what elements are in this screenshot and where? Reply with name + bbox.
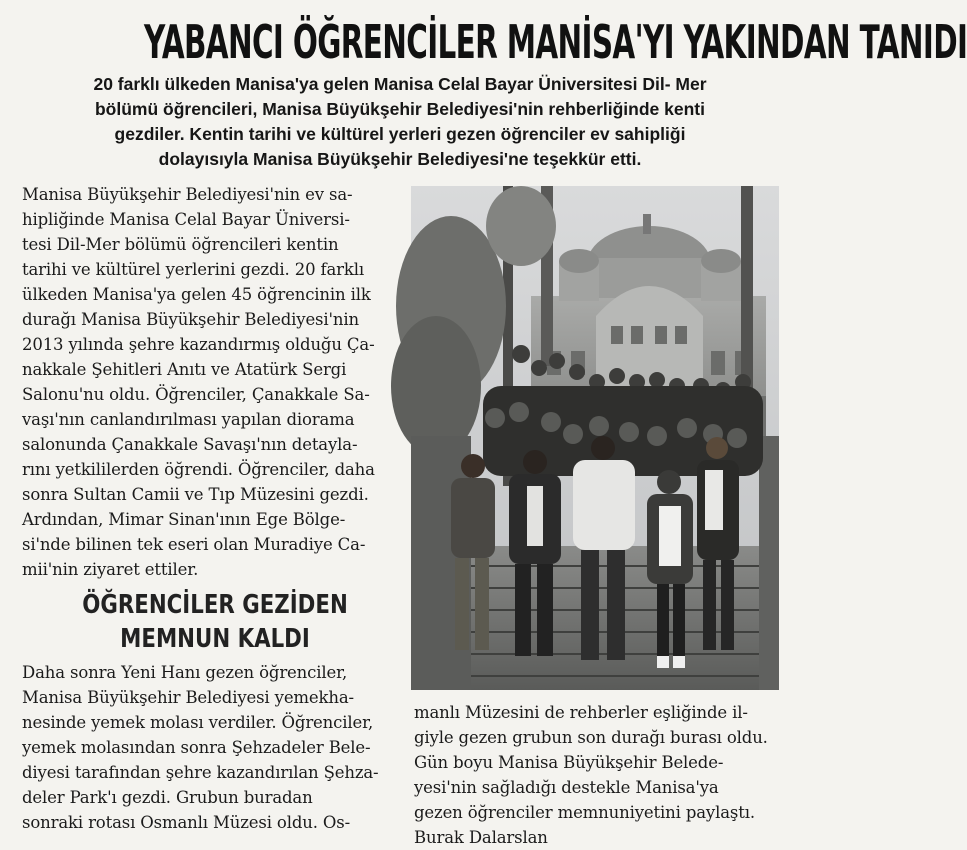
body-line: Manisa Büyükşehir Belediyesi yemekha-	[22, 688, 354, 707]
lead-line: bölümü öğrencileri, Manisa Büyükşehir Belediyesi'nin rehberliğinde kenti	[94, 99, 705, 119]
body-line: Ardından, Mimar Sinan'ının Ege Bölge-	[22, 510, 346, 529]
body-line: yesi'nin sağladığı destekle Manisa'ya	[414, 778, 719, 797]
body-line: Daha sonra Yeni Hanı gezen öğrenciler,	[22, 663, 348, 682]
body-line: rını yetkililerden öğrendi. Öğrenciler, daha	[22, 460, 375, 479]
body-line: deler Park'ı gezdi. Grubun buradan	[22, 788, 313, 807]
body-line: gezen öğrenciler memnuniyetini paylaştı.	[414, 803, 755, 822]
body-line: ülkeden Manisa'ya gelen 45 öğrencinin ilk	[22, 285, 371, 304]
body-line: sonra Sultan Camii ve Tıp Müzesini gezdi.	[22, 485, 369, 504]
subheadline-line: ÖĞRENCİLER GEZİDEN	[82, 590, 348, 620]
body-line: Manisa Büyükşehir Belediyesi'nin ev sa-	[22, 185, 353, 204]
body-column-right	[414, 700, 784, 850]
lead-line: gezdiler. Kentin tarihi ve kültürel yerleri gezen öğrenciler ev sahipliği	[114, 124, 686, 144]
group-photo	[411, 186, 779, 690]
body-line: nesinde yemek molası verdiler. Öğrenciler,	[22, 713, 374, 732]
body-line: diyesi tarafından şehre kazandırılan Şehza-	[22, 763, 379, 782]
body-line: hipliğinde Manisa Celal Bayar Üniversi-	[22, 210, 350, 229]
body-line: giyle gezen grubun son durağı burası oldu.	[414, 728, 768, 747]
byline: Burak Dalarslan	[414, 828, 548, 847]
lead-line: 20 farklı ülkeden Manisa'ya gelen Manisa Celal Bayar Üniversitesi Dil- Mer	[93, 74, 707, 94]
body-line: Salonu'nu oldu. Öğrenciler, Çanakkale Sa-	[22, 385, 370, 404]
body-line: vaşı'nın canlandırılması yapılan diorama	[22, 410, 355, 429]
body-line: tarihi ve kültürel yerlerini gezdi. 20 farklı	[22, 260, 364, 279]
body-line: tesi Dil-Mer bölümü öğrencileri kentin	[22, 235, 339, 254]
body-line: manlı Müzesini de rehberler eşliğinde il-	[414, 703, 748, 722]
body-column-left	[22, 182, 408, 582]
body-line: si'nde bilinen tek eseri olan Muradiye Ca-	[22, 535, 366, 554]
body-column-left-bottom	[22, 660, 408, 835]
body-line: yemek molasından sonra Şehzadeler Bele-	[22, 738, 371, 757]
mosque-group-photo-illustration	[411, 186, 779, 690]
lead-paragraph	[30, 72, 770, 172]
body-line: durağı Manisa Büyükşehir Belediyesi'nin	[22, 310, 359, 329]
body-line: nakkale Şehitleri Anıtı ve Atatürk Sergi	[22, 360, 347, 379]
body-line: Gün boyu Manisa Büyükşehir Belede-	[414, 753, 724, 772]
body-line: 2013 yılında şehre kazandırmış olduğu Ça-	[22, 335, 375, 354]
body-line: mii'nin ziyaret ettiler.	[22, 560, 199, 579]
headline: YABANCI ÖĞRENCİLER MANİSA'YI YAKINDAN TANIDI	[144, 15, 967, 69]
subheadline-line: MEMNUN KALDI	[120, 624, 310, 654]
subheadline	[22, 588, 408, 656]
body-line: sonraki rotası Osmanlı Müzesi oldu. Os-	[22, 813, 351, 832]
lead-line: dolayısıyla Manisa Büyükşehir Belediyesi'ne teşekkür etti.	[158, 149, 642, 169]
body-line: salonunda Çanakkale Savaşı'nın detayla-	[22, 435, 358, 454]
